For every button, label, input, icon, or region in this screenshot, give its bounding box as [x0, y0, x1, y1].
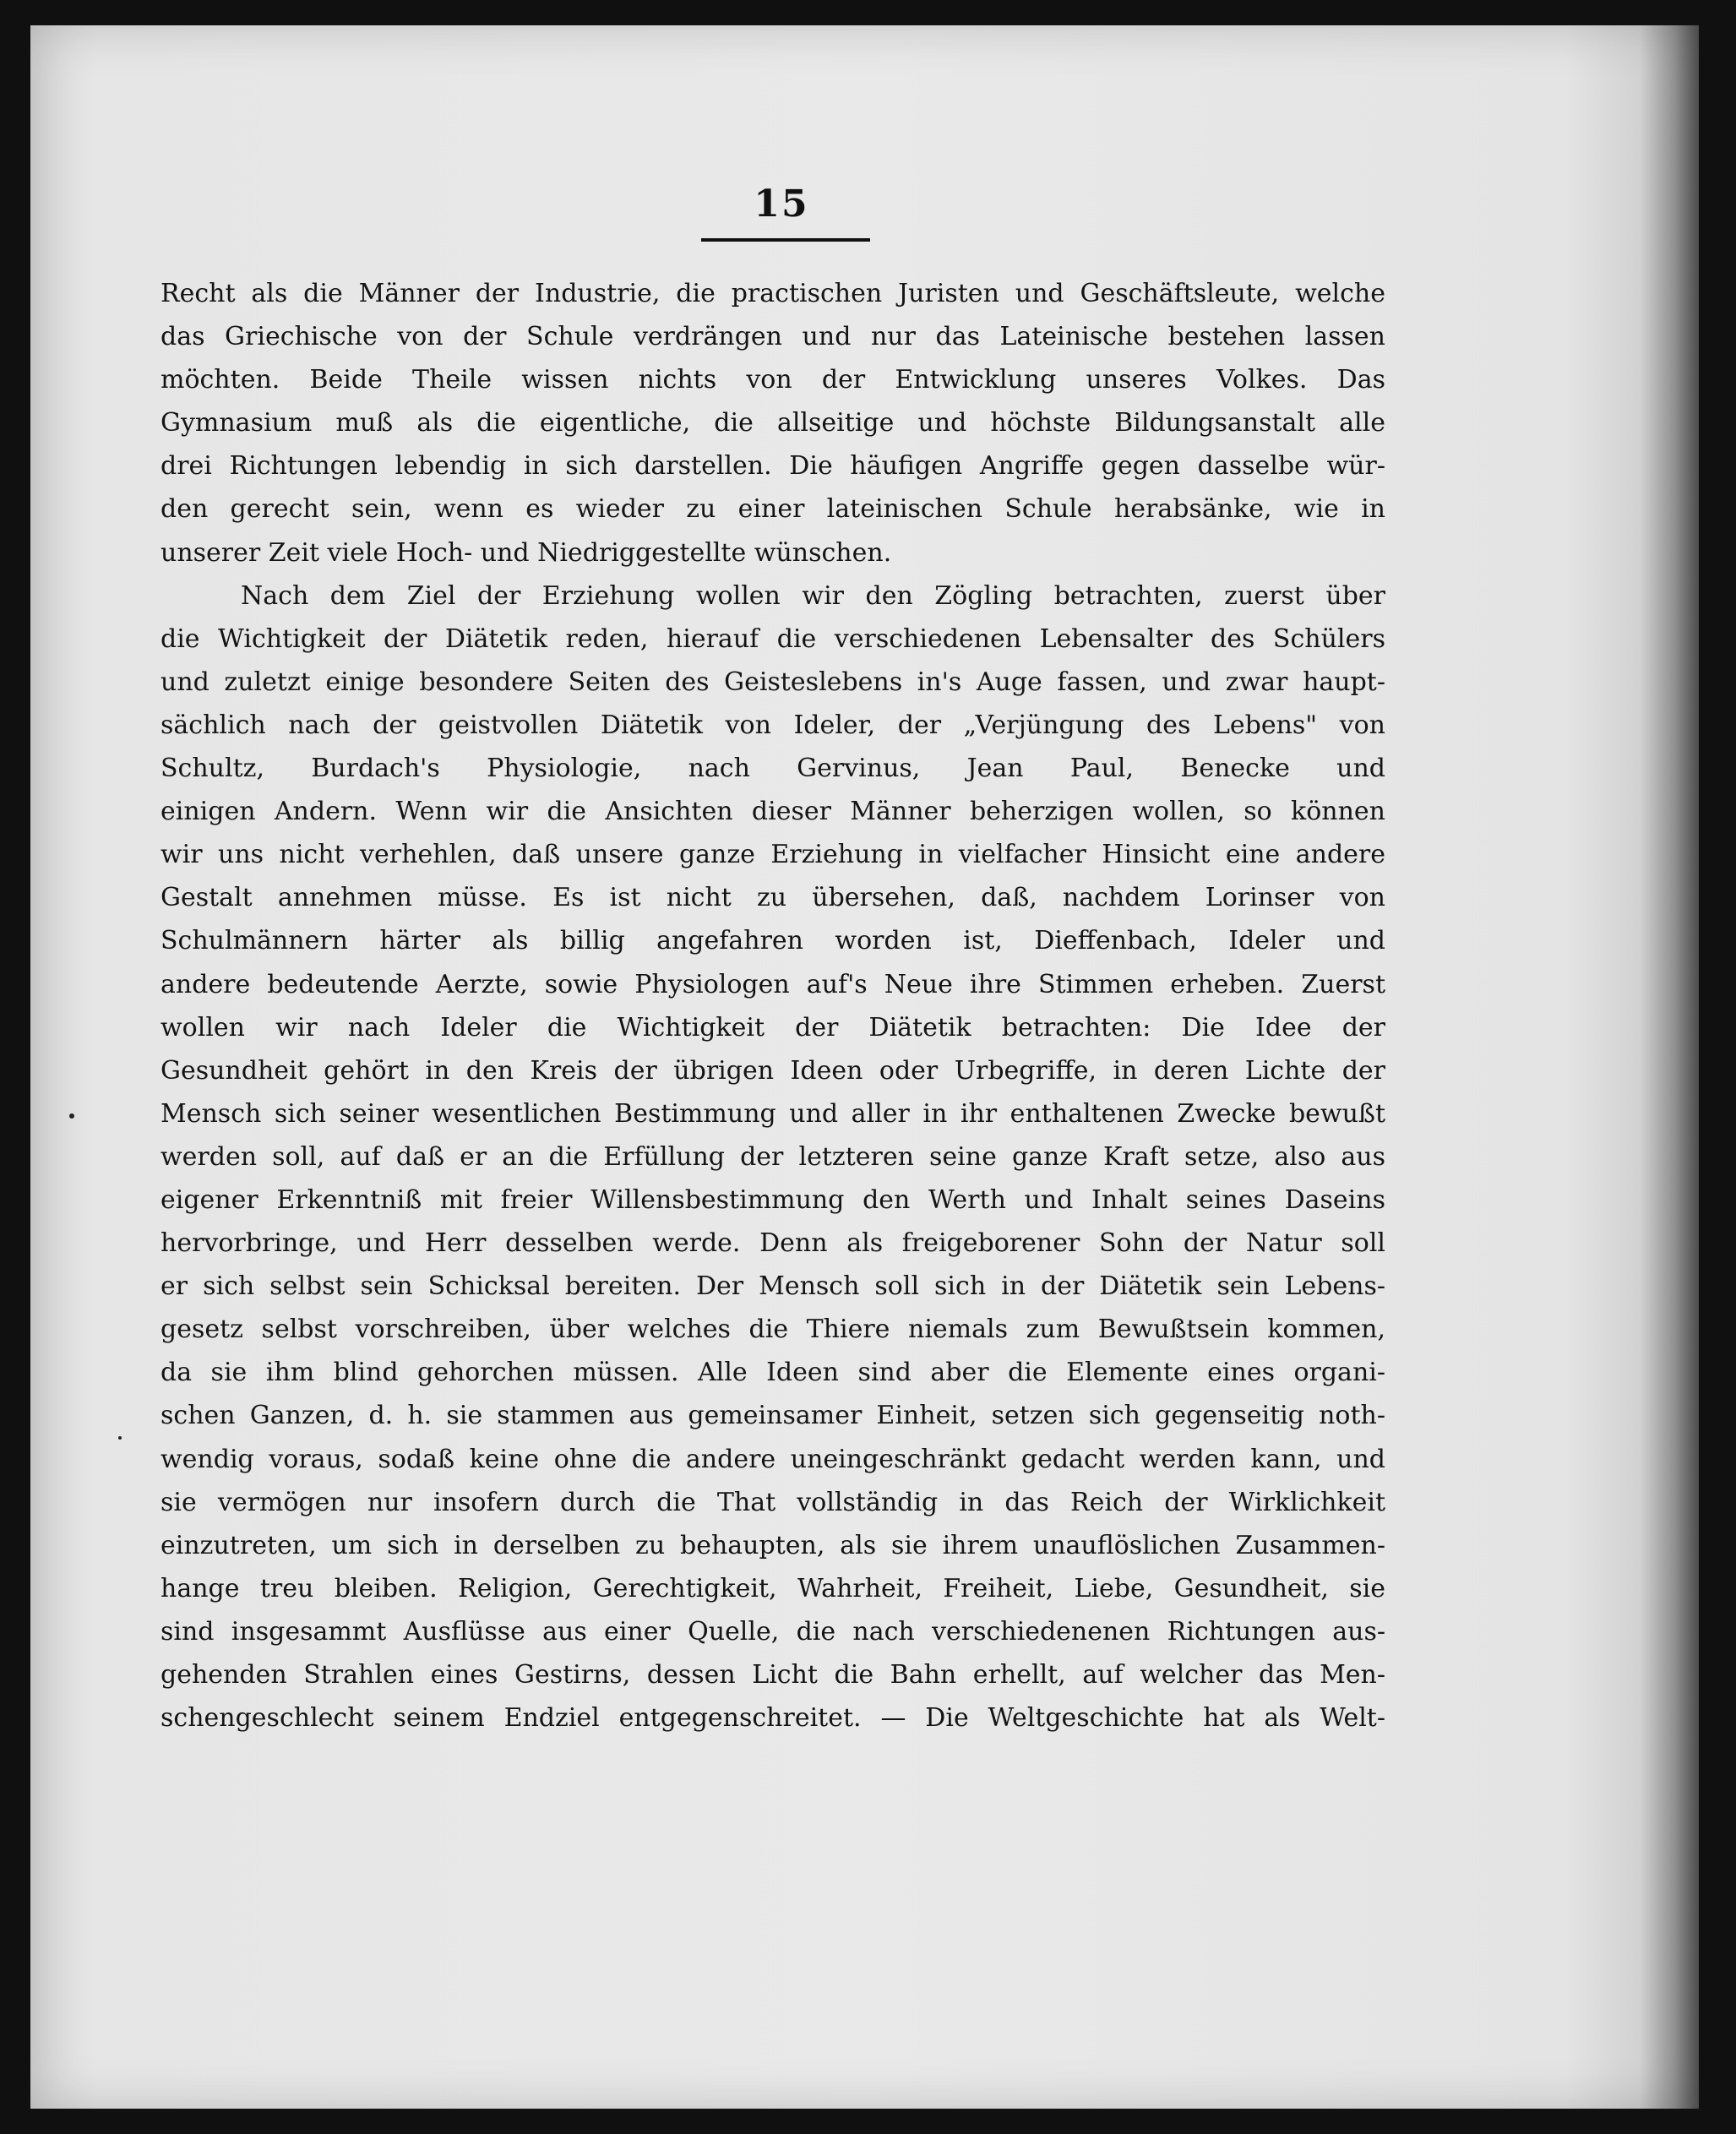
page-number-rule: [701, 238, 870, 242]
text-line: einigen Andern. Wenn wir die Ansichten dieser Männer beherzigen wollen, so können: [161, 797, 1385, 827]
text-line: hervorbringe, und Herr desselben werde. Denn als freigeborener Sohn der Natur soll: [161, 1228, 1385, 1259]
text-line: wendig voraus, sodaß keine ohne die andere uneingeschränkt gedacht werden kann, und: [161, 1444, 1385, 1474]
text-line: sie vermögen nur insofern durch die That vollständig in das Reich der Wirklichkeit: [161, 1487, 1385, 1517]
text-line: das Griechische von der Schule verdrängen und nur das Lateinische bestehen lassen: [161, 322, 1385, 352]
paper-speck: [69, 1113, 74, 1119]
body-text: [161, 272, 1385, 1739]
text-line: Gymnasium muß als die eigentliche, die allseitige und höchste Bildungsanstalt alle: [161, 408, 1385, 438]
text-line: da sie ihm blind gehorchen müssen. Alle Ideen sind aber die Elemente eines organi-: [161, 1358, 1385, 1388]
text-line: die Wichtigkeit der Diätetik reden, hierauf die verschiedenen Lebensalter des Schülers: [161, 623, 1385, 654]
text-line: Gestalt annehmen müsse. Es ist nicht zu übersehen, daß, nachdem Lorinser von: [161, 883, 1385, 913]
page-gutter-shadow: [1640, 25, 1699, 2109]
page-number: 15: [754, 182, 809, 226]
text-line: andere bedeutende Aerzte, sowie Physiologen auf's Neue ihre Stimmen erheben. Zuerst: [161, 969, 1385, 999]
text-line: gehenden Strahlen eines Gestirns, dessen Licht die Bahn erhellt, auf welcher das Men-: [161, 1660, 1385, 1690]
text-line: werden soll, auf daß er an die Erfüllung der letzteren seine ganze Kraft setze, also aus: [161, 1141, 1385, 1172]
text-line: gesetz selbst vorschreiben, über welches die Thiere niemals zum Bewußtsein kommen,: [161, 1315, 1385, 1345]
text-line: Nach dem Ziel der Erziehung wollen wir den Zögling betrachten, zuerst über: [241, 580, 1385, 611]
text-line: sind insgesammt Ausflüsse aus einer Quelle, die nach verschiedenenen Richtungen aus-: [161, 1616, 1385, 1647]
text-line: wir uns nicht verhehlen, daß unsere ganze Erziehung in vielfacher Hinsicht eine andere: [161, 840, 1385, 870]
text-line: er sich selbst sein Schicksal bereiten. Der Mensch soll sich in der Diätetik sein Lebens-: [161, 1271, 1385, 1302]
text-line: drei Richtungen lebendig in sich darstellen. Die häufigen Angriffe gegen dasselbe wür-: [161, 451, 1385, 482]
text-line: hange treu bleiben. Religion, Gerechtigkeit, Wahrheit, Freiheit, Liebe, Gesundheit, sie: [161, 1573, 1385, 1603]
text-line: Gesundheit gehört in den Kreis der übrigen Ideen oder Urbegriffe, in deren Lichte der: [161, 1055, 1385, 1086]
text-line: Schultz, Burdach's Physiologie, nach Gervinus, Jean Paul, Benecke und: [161, 754, 1385, 784]
text-line: sächlich nach der geistvollen Diätetik von Ideler, der „Verjüngung des Lebens" von: [161, 710, 1385, 740]
text-line: eigener Erkenntniß mit freier Willensbestimmung den Werth und Inhalt seines Daseins: [161, 1184, 1385, 1215]
text-line: schen Ganzen, d. h. sie stammen aus gemeinsamer Einheit, setzen sich gegenseitig noth-: [161, 1401, 1385, 1431]
text-line: Mensch sich seiner wesentlichen Bestimmung und aller in ihr enthaltenen Zwecke bewußt: [161, 1098, 1385, 1129]
text-line: und zuletzt einige besondere Seiten des Geisteslebens in's Auge fassen, und zwar haupt-: [161, 667, 1385, 697]
text-line: einzutreten, um sich in derselben zu behaupten, als sie ihrem unauflöslichen Zusammen-: [161, 1530, 1385, 1560]
text-line: schengeschlecht seinem Endziel entgegenschreitet. — Die Weltgeschichte hat als Welt-: [161, 1703, 1385, 1734]
text-line: wollen wir nach Ideler die Wichtigkeit der Diätetik betrachten: Die Idee der: [161, 1012, 1385, 1043]
text-line: Schulmännern härter als billig angefahren worden ist, Dieffenbach, Ideler und: [161, 926, 1385, 956]
paper-speck: [118, 1436, 122, 1440]
text-line: möchten. Beide Theile wissen nichts von der Entwicklung unseres Volkes. Das: [161, 365, 1385, 395]
text-line: unserer Zeit viele Hoch- und Niedriggestellte wünschen.: [161, 537, 892, 568]
text-line: den gerecht sein, wenn es wieder zu einer lateinischen Schule herabsänke, wie in: [161, 494, 1385, 525]
text-line: Recht als die Männer der Industrie, die practischen Juristen und Geschäftsleute, welche: [161, 279, 1385, 308]
